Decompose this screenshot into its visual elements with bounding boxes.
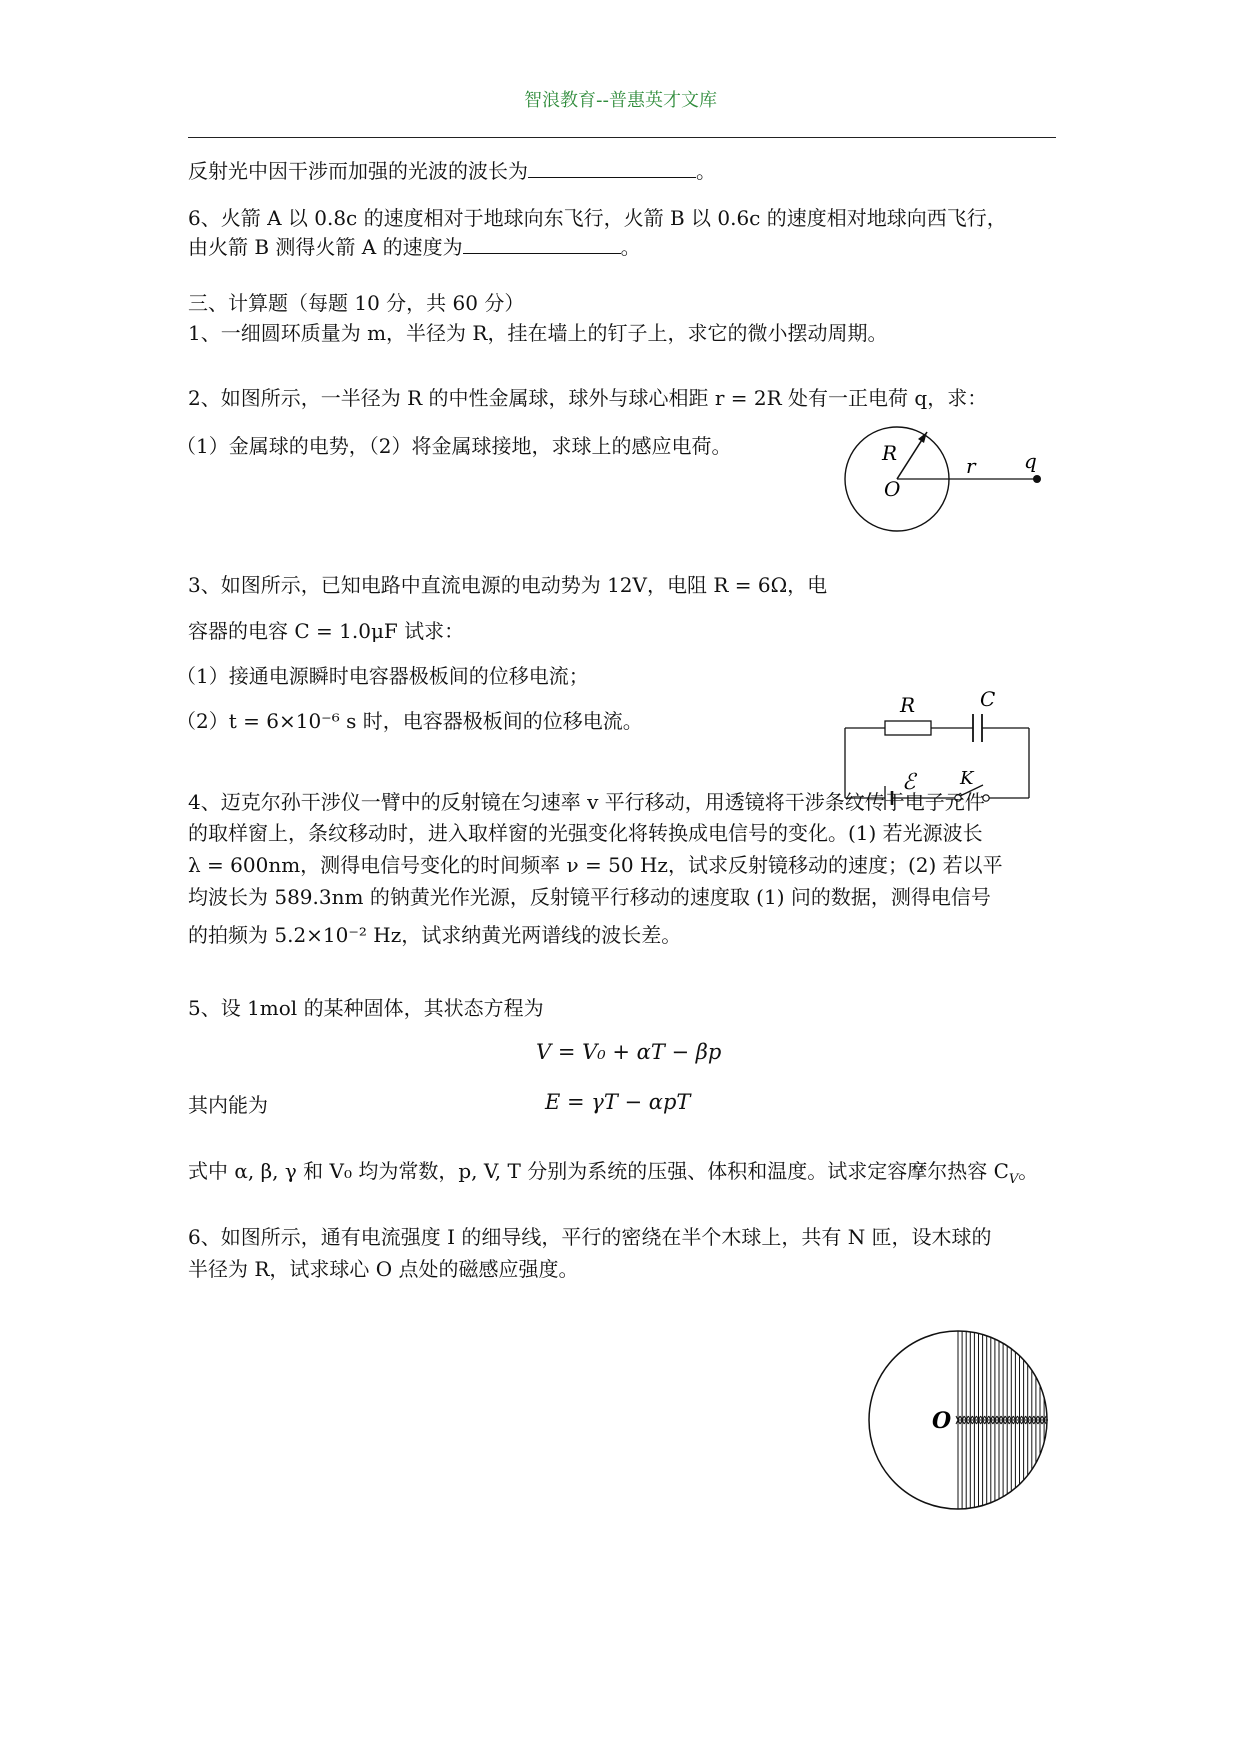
internal-energy-equation: E = γT − αpT xyxy=(545,1090,691,1114)
answer-blank[interactable] xyxy=(463,233,621,254)
q6-fill-end: 。 xyxy=(620,235,641,259)
calc-q5-line1: 5、设 1mol 的某种固体，其状态方程为 xyxy=(188,996,544,1020)
cv-subscript: V xyxy=(1008,1172,1019,1187)
label-C: C xyxy=(980,687,996,711)
calc-q6-line2: 半径为 R，试求球心 O 点处的磁感应强度。 xyxy=(188,1257,579,1281)
label-K: K xyxy=(960,768,974,789)
calc-q5-label2: 其内能为 xyxy=(188,1093,268,1117)
calc-q2-line1: 2、如图所示，一半径为 R 的中性金属球，球外与球心相距 r = 2R 处有一正电荷 q，求： xyxy=(188,386,988,410)
calc-q3-line4: （2）t = 6×10⁻⁶ s 时，电容器极板间的位移电流。 xyxy=(176,709,643,733)
q5-tail-line xyxy=(188,157,716,184)
label-r: r xyxy=(966,454,976,478)
calc-q5-line3-end: 。 xyxy=(1018,1159,1039,1183)
calc-q4-line3: λ = 600nm，测得电信号变化的时间频率 ν = 50 Hz，试求反射镜移动的速度；(2) 若以平 xyxy=(188,853,1003,877)
calc-q4-line2: 的取样窗上，条纹移动时，进入取样窗的光强变化将转换成电信号的变化。(1) 若光源波长 xyxy=(188,821,983,845)
calc-q5-line3-wrap xyxy=(188,1158,1038,1193)
label-q: q xyxy=(1024,449,1037,473)
answer-blank[interactable] xyxy=(528,157,696,178)
label-R: R xyxy=(900,693,916,717)
label-O: O xyxy=(932,1408,952,1434)
q6-fill-line1: 6、火箭 A 以 0.8c 的速度相对于地球向东飞行，火箭 B 以 0.6c 的速度相对地球向西飞行， xyxy=(188,206,1007,230)
header-rule xyxy=(188,137,1056,138)
calc-q2-line2: （1）金属球的电势，（2）将金属球接地，求球上的感应电荷。 xyxy=(176,434,732,458)
part3-title: 三、计算题（每题 10 分，共 60 分） xyxy=(188,291,525,315)
calc-q3-line1: 3、如图所示，已知电路中直流电源的电动势为 12V，电阻 R = 6Ω，电 xyxy=(188,573,828,597)
label-R: R xyxy=(882,441,898,465)
calc-q4-line1: 4、迈克尔孙干涉仪一臂中的反射镜在匀速率 v 平行移动，用透镜将干涉条纹传于电子元件 xyxy=(188,790,985,814)
q5-tail-text: 反射光中因干涉而加强的光波的波长为 xyxy=(188,159,528,183)
calc-q3-line3: （1）接通电源瞬时电容器极板间的位移电流； xyxy=(176,664,589,688)
calc-q4-line5: 的拍频为 5.2×10⁻² Hz，试求纳黄光两谱线的波长差。 xyxy=(188,923,682,947)
q6-fill-line2: 由火箭 B 测得火箭 A 的速度为 xyxy=(188,235,463,259)
wound-ball-figure xyxy=(868,1320,1068,1520)
calc-q6-line1: 6、如图所示，通有电流强度 I 的细导线，平行的密绕在半个木球上，共有 N 匝，设木球的 xyxy=(188,1225,992,1249)
page-header: 智浪教育--普惠英才文库 xyxy=(524,90,717,111)
calc-q5-line3: 式中 α, β, γ 和 V₀ 均为常数，p, V, T 分别为系统的压强、体积和温度。试求定容摩尔热容 C xyxy=(188,1159,1009,1183)
state-equation: V = V₀ + αT − βp xyxy=(536,1040,722,1064)
calc-q3-line2: 容器的电容 C = 1.0μF 试求： xyxy=(188,619,465,643)
calc-q4-line4: 均波长为 589.3nm 的钠黄光作光源，反射镜平行移动的速度取 (1) 问的数据，测得电信号 xyxy=(188,885,991,909)
q5-tail-end: 。 xyxy=(696,159,716,183)
q6-fill-line2-wrap xyxy=(188,233,641,260)
calc-q1: 1、一细圆环质量为 m，半径为 R，挂在墙上的钉子上，求它的微小摆动周期。 xyxy=(188,321,888,345)
metal-sphere-figure xyxy=(838,424,1058,604)
label-emf: ℰ xyxy=(902,770,916,795)
label-O: O xyxy=(884,477,901,501)
